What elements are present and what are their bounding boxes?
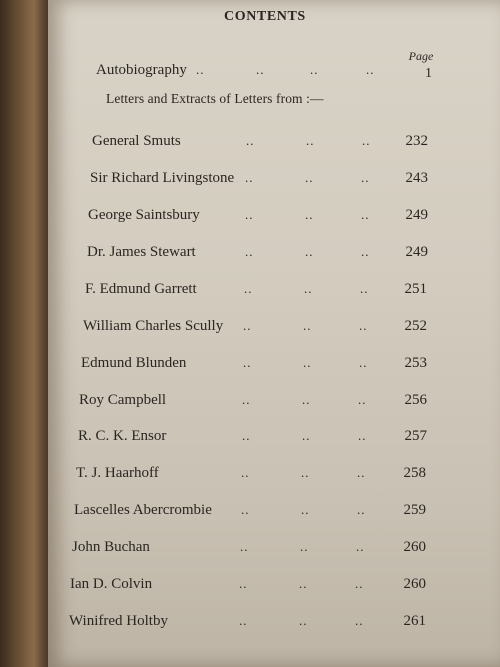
leader-dot: .. <box>304 280 313 296</box>
contents-entry <box>48 315 500 337</box>
entry-page-number: 261 <box>403 613 426 629</box>
entry-name: F. Edmund Garrett <box>85 280 197 297</box>
leader-dot: .. <box>303 317 312 333</box>
contents-entry <box>48 536 500 558</box>
leader-dot: .. <box>361 169 370 185</box>
entry-page-number: 252 <box>404 317 427 334</box>
entry-page-number: 258 <box>403 465 426 482</box>
leader-dot: .. <box>366 62 375 77</box>
letters-subheading: Letters and Extracts of Letters from :— <box>106 91 324 106</box>
leader-dot: .. <box>306 133 315 148</box>
entry-page-number: 260 <box>403 539 426 556</box>
leader-dot: .. <box>356 539 365 555</box>
entry-page-number: 1 <box>425 66 432 81</box>
leader-dot: .. <box>299 613 308 628</box>
entry-name: General Smuts <box>92 133 181 149</box>
entry-name: Roy Campbell <box>79 391 167 408</box>
leader-dot: .. <box>243 354 252 370</box>
entry-name: Dr. James Stewart <box>87 243 196 260</box>
contents-entry <box>48 278 500 300</box>
leader-dot: .. <box>358 428 367 444</box>
leader-dot: .. <box>242 428 251 444</box>
entry-name: Winifred Holtby <box>69 613 168 629</box>
leader-dot: .. <box>361 206 370 222</box>
entry-page-number: 256 <box>404 391 427 408</box>
contents-entry <box>48 241 500 263</box>
entry-name: Edmund Blunden <box>81 354 187 371</box>
leader-dot: .. <box>357 465 366 481</box>
leader-dot: .. <box>239 576 248 592</box>
leader-dot: .. <box>355 613 364 628</box>
leader-dot: .. <box>359 354 368 370</box>
contents-entry <box>48 389 500 411</box>
leader-dot: .. <box>245 243 254 259</box>
entry-name: William Charles Scully <box>83 317 224 334</box>
entry-name: R. C. K. Ensor <box>78 428 167 445</box>
page-column-word: Page <box>408 49 434 63</box>
entry-page-number: 260 <box>403 576 426 593</box>
entry-name: T. J. Haarhoff <box>76 465 159 482</box>
leader-dot: .. <box>300 539 309 555</box>
autobiography-entry <box>48 59 500 81</box>
entry-name: George Saintsbury <box>88 206 200 223</box>
contents-entry <box>48 204 500 226</box>
page-title: CONTENTS <box>224 9 306 24</box>
leader-dot: .. <box>196 62 205 77</box>
entry-label: Autobiography <box>96 62 187 78</box>
leader-dot: .. <box>246 133 255 148</box>
entry-name: Sir Richard Livingstone <box>90 169 235 186</box>
leader-dot: .. <box>299 576 308 592</box>
entry-name: Ian D. Colvin <box>70 576 153 593</box>
leader-dot: .. <box>301 465 310 481</box>
contents-entry <box>48 425 500 447</box>
leader-dot: .. <box>303 354 312 370</box>
contents-entry <box>48 610 500 632</box>
contents-entry <box>48 499 500 521</box>
contents-entry <box>48 130 500 152</box>
leader-dot: .. <box>301 502 310 518</box>
entry-page-number: 253 <box>404 354 427 371</box>
entry-name: John Buchan <box>72 539 150 556</box>
leader-dot: .. <box>243 317 252 333</box>
entry-page-number: 232 <box>405 133 428 149</box>
contents-page <box>48 0 500 667</box>
leader-dot: .. <box>256 62 265 77</box>
leader-dot: .. <box>241 502 250 518</box>
leader-dot: .. <box>242 391 251 407</box>
leader-dot: .. <box>245 169 254 185</box>
leader-dot: .. <box>358 391 367 407</box>
contents-entry <box>48 462 500 484</box>
entry-page-number: 249 <box>405 243 428 260</box>
leader-dot: .. <box>241 465 250 481</box>
leader-dot: .. <box>245 206 254 222</box>
leader-dot: .. <box>359 317 368 333</box>
entry-page-number: 259 <box>403 502 426 519</box>
leader-dot: .. <box>305 243 314 259</box>
leader-dot: .. <box>360 280 369 296</box>
leader-dot: .. <box>362 133 371 148</box>
leader-dot: .. <box>305 169 314 185</box>
leader-dot: .. <box>355 576 364 592</box>
leader-dot: .. <box>302 391 311 407</box>
entry-page-number: 243 <box>405 169 428 186</box>
entry-name: Lascelles Abercrombie <box>74 502 212 519</box>
leader-dot: .. <box>305 206 314 222</box>
leader-dot: .. <box>244 280 253 296</box>
contents-entry <box>48 352 500 374</box>
leader-dot: .. <box>361 243 370 259</box>
contents-entry <box>48 573 500 595</box>
contents-entry <box>48 167 500 189</box>
leader-dot: .. <box>310 62 319 77</box>
entry-page-number: 251 <box>404 280 427 297</box>
entry-page-number: 257 <box>404 428 427 445</box>
leader-dot: .. <box>240 539 249 555</box>
leader-dot: .. <box>239 613 248 628</box>
entry-page-number: 249 <box>405 206 428 223</box>
leader-dot: .. <box>302 428 311 444</box>
leader-dot: .. <box>357 502 366 518</box>
